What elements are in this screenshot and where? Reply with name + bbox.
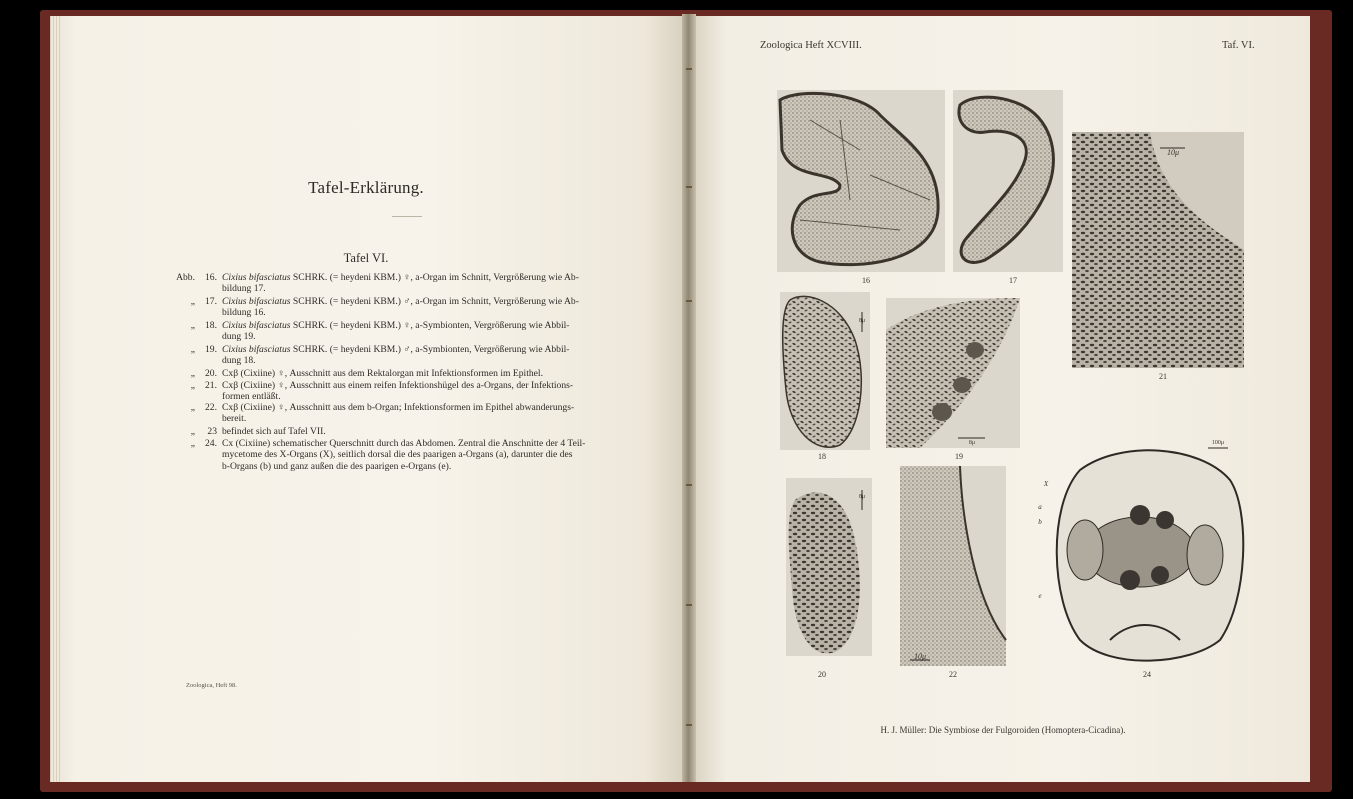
scale-label: 10μ xyxy=(1166,148,1179,157)
figure-label-24: 24 xyxy=(1143,670,1151,679)
page-title: Tafel-Erklärung. xyxy=(308,178,424,197)
entry-number: 17. xyxy=(205,296,217,307)
entry-number: 21. xyxy=(205,380,217,391)
mycetome xyxy=(1130,505,1150,525)
entry-prefix: Abb. xyxy=(176,272,195,283)
figure-20 xyxy=(786,478,872,656)
plate-caption: H. J. Müller: Die Symbiose der Fulgoroiden (Homoptera-Cicadina). xyxy=(880,725,1126,735)
a-organ xyxy=(1067,520,1103,580)
entry-line: bildung 17. xyxy=(222,283,266,295)
figure-label-17: 17 xyxy=(1009,276,1017,285)
figure-19 xyxy=(886,298,1020,448)
figure-label-18: 18 xyxy=(818,452,826,461)
organ-letter-x: X xyxy=(1043,480,1049,488)
entry-number: 23 xyxy=(207,426,217,437)
species-name: Cixius bifasciatus xyxy=(222,320,291,331)
scale-label: 8μ xyxy=(858,494,866,500)
entry-prefix: „ xyxy=(190,368,195,379)
entry-number: 24. xyxy=(205,438,217,449)
mycetome xyxy=(1156,511,1174,529)
mycetome xyxy=(1120,570,1140,590)
entry-line: Cxβ (Cixiine) ♀, Ausschnitt aus dem Rektalorgan mit Infektionsformen im Epithel. xyxy=(222,368,543,379)
plate-heading: Tafel VI. xyxy=(343,251,389,265)
a-organ xyxy=(1187,525,1223,585)
figure-22 xyxy=(900,466,1006,666)
entry-line: SCHRK. (= heydeni KBM.) ♀, a-Organ im Schnitt, Vergrößerung wie Ab- xyxy=(292,272,579,283)
mycetome xyxy=(1151,566,1169,584)
figure-label-21: 21 xyxy=(1159,372,1167,381)
figure-21 xyxy=(1072,132,1244,368)
entry-line: bereit. xyxy=(222,413,247,425)
entry-number: 19. xyxy=(205,344,217,355)
entry-line: Cx (Cixiine) schematischer Querschnitt durch das Abdomen. Zentral die Anschnitte der 4 Teil- xyxy=(222,438,586,449)
entry-number: 22. xyxy=(205,402,217,413)
scale-label: 8μ xyxy=(968,440,976,446)
entry-prefix: „ xyxy=(190,426,195,437)
figure-label-16: 16 xyxy=(862,276,870,285)
entry-prefix: „ xyxy=(190,438,195,449)
nucleus xyxy=(966,342,984,358)
scale-label: 100μ xyxy=(1211,440,1225,446)
entry-line: SCHRK. (= heydeni KBM.) ♂, a-Symbionten, Vergrößerung wie Abbil- xyxy=(292,344,570,355)
entry-line: dung 18. xyxy=(222,355,256,367)
entry-number: 20. xyxy=(205,368,217,379)
organ-letter-a: a xyxy=(1038,503,1042,511)
scale-label: 8μ xyxy=(858,318,866,324)
scale-label: 10μ xyxy=(913,652,926,661)
entry-line: SCHRK. (= heydeni KBM.) ♂, a-Organ im Schnitt, Vergrößerung wie Ab- xyxy=(292,296,579,307)
entry-line: bildung 16. xyxy=(222,307,266,319)
entry-line: b-Organs (b) und ganz außen die des paarigen e-Organs (e). xyxy=(222,460,452,472)
figure-17 xyxy=(953,90,1063,272)
nucleus xyxy=(932,403,952,421)
entry-line: mycetome des X-Organs (X), seitlich dorsal die des paarigen a-Organs (a), darunter die des xyxy=(222,449,573,461)
entry-line: formen entläßt. xyxy=(222,391,281,403)
entry-prefix: „ xyxy=(190,380,195,391)
entry-line: dung 19. xyxy=(222,331,256,343)
entry-line: Cxβ (Cixiine) ♀, Ausschnitt aus einem reifen Infektionshügel des a-Organs, der Infektions- xyxy=(222,380,574,391)
figure-18 xyxy=(780,292,870,450)
entry-line: befindet sich auf Tafel VII. xyxy=(222,426,326,437)
figure-label-19: 19 xyxy=(955,452,963,461)
entry-prefix: „ xyxy=(190,296,195,307)
species-name: Cixius bifasciatus xyxy=(222,272,291,283)
entry-prefix: „ xyxy=(190,344,195,355)
entry-line: SCHRK. (= heydeni KBM.) ♀, a-Symbionten, Vergrößerung wie Abbil- xyxy=(292,320,570,331)
entry-line: Cxβ (Cixiine) ♀, Ausschnitt aus dem b-Organ; Infektionsformen im Epithel abwanderungs- xyxy=(222,402,575,413)
organ-letter-b: b xyxy=(1038,518,1042,526)
entry-number: 18. xyxy=(205,320,217,331)
entry-prefix: „ xyxy=(190,402,195,413)
nucleus xyxy=(953,377,971,393)
page-footer: Zoologica, Heft 98. xyxy=(186,682,237,689)
entry-prefix: „ xyxy=(190,320,195,331)
species-name: Cixius bifasciatus xyxy=(222,344,291,355)
figure-label-22: 22 xyxy=(949,670,957,679)
figure-16 xyxy=(777,90,945,272)
entry-number: 16. xyxy=(205,272,217,283)
organ-letter-e: e xyxy=(1038,592,1042,600)
running-header-right: Taf. VI. xyxy=(1222,40,1255,51)
running-header-left: Zoologica Heft XCVIII. xyxy=(760,40,862,51)
figure-24 xyxy=(1057,448,1244,661)
species-name: Cixius bifasciatus xyxy=(222,296,291,307)
figure-label-20: 20 xyxy=(818,670,826,679)
